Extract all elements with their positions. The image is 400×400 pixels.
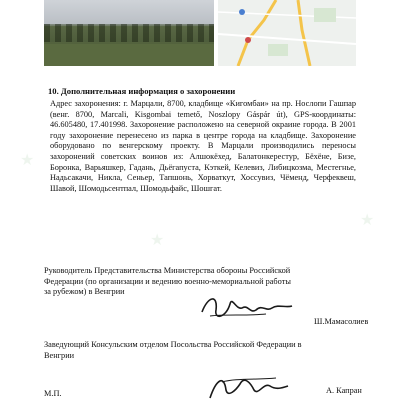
photo-ground bbox=[44, 44, 214, 66]
burial-description: Адрес захоронения: г. Марцали, 8700, кладбище «Кигомбаи» на пр. Нослопи Гашпар (венг. 8700, Marcali, Kisgombai temető, Noszlopy Gáspár út), GPS-координаты: 46.605480, 17.401998. Захоронение расположено на северной окраине города. В 2001 году захоронение перенесено из парка в центре города на кладбище. Захоронение оборудовано по венгерскому проекту. В Марцали производились переносы захоронений советских воинов из: Алшокёхед, Балатонкерестур, Бёхёне, Бизе, Боронка, Варьяшкер, Гадань, Дьёгапуста, Кэткей, Келевиз, Либицкозма, Местегнье, Надьсакачи, Никла, Сеньер, Тапшонь, Хорваткут, Хоссувиз, Чёменд, Черфеквеш, Шавой, Шомодьсентпал, Шомодьфайс, Шошгат. bbox=[50, 99, 356, 193]
signature-1 bbox=[196, 290, 296, 330]
memorial-photo bbox=[44, 0, 214, 66]
signatory1-name: Ш.Мамасолиев bbox=[314, 317, 369, 326]
signatory1-title: Руководитель Представительства Министерства обороны Российской Федерации (по организации и ведению военно-мемориальной работы за рубежом) в Венгрии bbox=[44, 266, 291, 297]
watermark-icon: ★ bbox=[360, 212, 375, 229]
photo-treeline bbox=[44, 24, 214, 42]
watermark-icon: ★ bbox=[150, 232, 165, 249]
map-pin-icon bbox=[239, 9, 245, 15]
signatory2-name: А. Капран bbox=[326, 386, 362, 395]
signatory2-title: Заведующий Консульским отделом Посольства Российской Федерации в Венгрии bbox=[44, 340, 302, 360]
section-title: 10. Дополнительная информация о захоронении bbox=[48, 86, 236, 96]
location-map bbox=[218, 0, 356, 66]
seal-label: М.П. bbox=[44, 389, 62, 398]
watermark-icon: ★ bbox=[20, 152, 35, 169]
map-pin-icon bbox=[245, 37, 251, 43]
signature-2 bbox=[196, 360, 306, 400]
